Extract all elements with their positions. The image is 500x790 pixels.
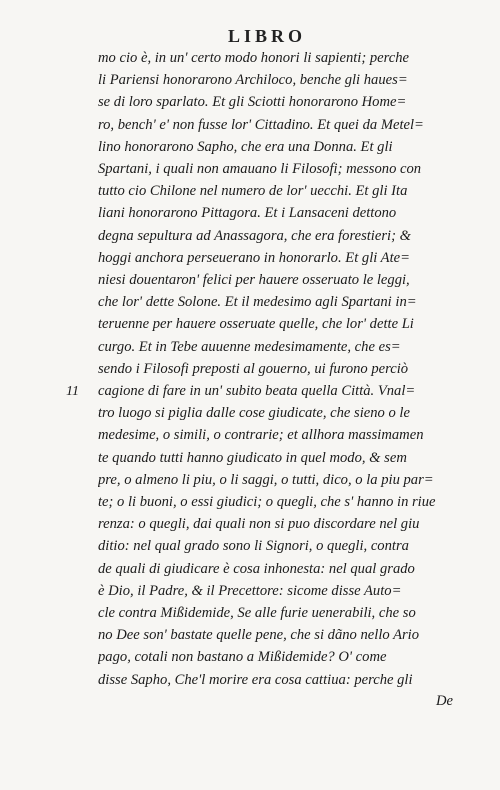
text-line: niesi douentaron' felici per hauere osseruato le leggi,	[98, 272, 410, 289]
text-line: tutto cio Chilone nel numero de lor' uecchi. Et gli Ita	[98, 183, 408, 200]
text-line: cle contra Mißidemide, Se alle furie uenerabili, che so	[98, 605, 416, 622]
catchword: De	[436, 693, 454, 709]
text-line: curgo. Et in Tebe auuenne medesimamente, che es=	[98, 338, 401, 355]
text-line: medesime, o simili, o contrarie; et allhora massimamen	[98, 427, 424, 444]
text-line: pago, cotali non bastano a Mißidemide? O' come	[98, 649, 387, 666]
body-text	[98, 47, 460, 691]
text-line: che lor' dette Solone. Et il medesimo agli Spartani in=	[98, 294, 417, 311]
text-line: tro luogo si piglia dalle cose giudicate, che sieno o le	[98, 405, 410, 422]
text-line: disse Sapho, Che'l morire era cosa cattiua: perche gli	[98, 671, 413, 688]
text-line: degna sepultura ad Anassagora, che era forestieri; &	[98, 227, 411, 244]
text-line: cagione di fare in un' subito beata quella Città. Vnal=	[98, 383, 416, 400]
text-line: liani honorarono Pittagora. Et i Lansaceni dettono	[98, 205, 397, 222]
running-title: LIBRO	[228, 26, 307, 46]
text-line: ro, bench' e' non fusse lor' Cittadino. Et quei da Metel=	[98, 116, 424, 133]
text-line: de quali di giudicare è cosa inhonesta: nel qual grado	[98, 560, 415, 577]
text-line: sendo i Filosofi preposti al gouerno, ui furono perciò	[98, 360, 409, 377]
text-line: teruenne per hauere osseruate quelle, che lor' dette Li	[98, 316, 414, 333]
text-line: ditio: nel qual grado sono li Signori, o quegli, contra	[98, 538, 409, 555]
text-line: Spartani, i quali non amauano li Filosofi; messono con	[98, 161, 422, 178]
text-line: te quando tutti hanno giudicato in quel modo, & sem	[98, 449, 407, 466]
text-line: pre, o almeno li piu, o li saggi, o tutti, dico, o la piu par=	[98, 471, 434, 488]
text-line: no Dee son' bastate quelle pene, che si dãno nello Ario	[98, 627, 420, 644]
text-line: è Dio, il Padre, & il Precettore: sicome disse Auto=	[98, 582, 402, 599]
text-line: lino honorarono Sapho, che era una Donna. Et gli	[98, 138, 393, 155]
text-line: te; o li buoni, o essi giudici; o quegli, che s' hanno in riue	[98, 494, 436, 511]
text-line: hoggi anchora perseuerano in honorarlo. Et gli Ate=	[98, 249, 410, 266]
text-line: renza: o quegli, dai quali non si puo discordare nel giu	[98, 516, 420, 533]
text-line: se di loro sparlato. Et gli Sciotti honorarono Home=	[98, 94, 407, 111]
text-line: li Pariensi honorarono Archiloco, benche gli haues=	[98, 72, 408, 89]
text-line: mo cio è, in un' certo modo honori li sapienti; perche	[98, 50, 410, 66]
margin-number: 11	[66, 384, 79, 399]
